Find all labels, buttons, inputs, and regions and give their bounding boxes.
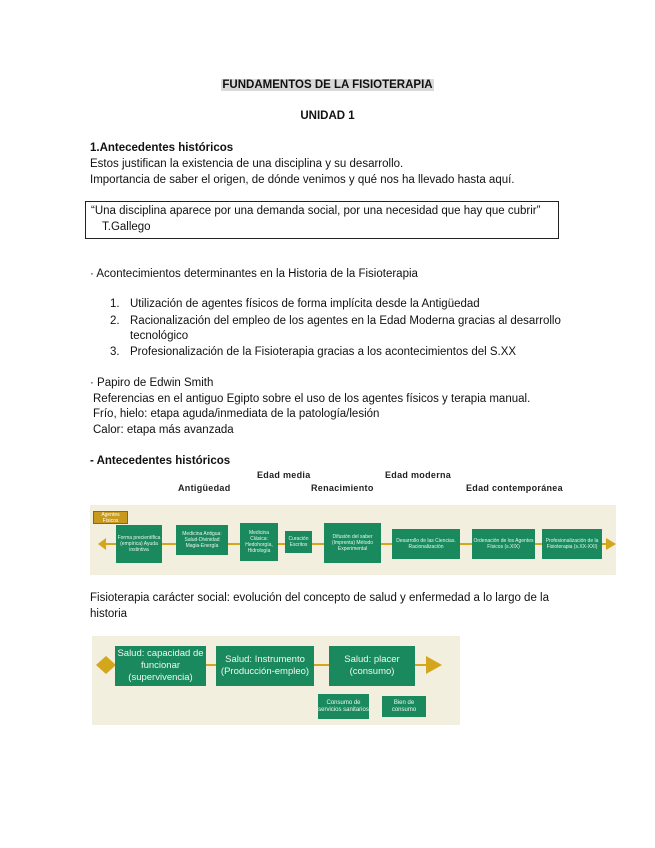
section-heading: 1.Antecedentes históricos — [90, 142, 234, 154]
unit-title: UNIDAD 1 — [300, 110, 355, 122]
era-label: Edad moderna — [385, 470, 452, 480]
list-item — [110, 313, 561, 329]
era-label: Edad contemporánea — [466, 483, 563, 493]
agentes-fisicos-tag: Agentes Físicos — [93, 511, 128, 524]
era-label: Antigüedad — [178, 483, 231, 493]
paragraph-line: Calor: etapa más avanzada — [93, 424, 234, 436]
timeline-box: Forma precientífica (empírica) Ayuda instintiva — [116, 525, 162, 563]
list-text: Utilización de agentes físicos de forma implícita desde la Antigüedad — [130, 298, 480, 310]
timeline-diagram — [90, 505, 616, 575]
list-item — [110, 344, 516, 360]
era-label: Renacimiento — [311, 483, 374, 493]
document-title: FUNDAMENTOS DE LA FISIOTERAPIA — [222, 79, 433, 91]
health-box: Salud: capacidad de funcionar (supervivencia) — [115, 646, 206, 686]
timeline-heading: - Antecedentes históricos — [90, 455, 231, 467]
list-text: Profesionalización de la Fisioterapia gracias a los acontecimientos del S.XX — [130, 346, 517, 358]
quote-author: T.Gallego — [102, 221, 151, 233]
timeline-box: Desarrollo de las Ciencias. Racionalización — [392, 529, 460, 559]
timeline-box: Ordenación de los Agentes Físicos (s.XIX) — [472, 529, 535, 559]
quote-text: “Una disciplina aparece por una demanda social, por una necesidad que hay que cubrir” — [91, 205, 541, 217]
health-concept-diagram — [92, 636, 460, 725]
health-sub-box: Bien de consumo — [382, 696, 426, 717]
quote-box — [85, 201, 559, 239]
health-box: Salud: Instrumento (Producción-empleo) — [216, 646, 314, 686]
list-item — [110, 296, 480, 312]
paragraph-line: Referencias en el antiguo Egipto sobre el uso de los agentes físicos y terapia manual. — [93, 393, 531, 405]
list-text-continued: tecnológico — [130, 330, 189, 342]
list-number: 2. — [110, 315, 120, 327]
paragraph-line: Frío, hielo: etapa aguda/inmediata de la patología/lesión — [93, 408, 380, 420]
health-sub-box: Consumo de servicios sanitarios — [318, 694, 369, 719]
list-number: 3. — [110, 346, 120, 358]
papiro-heading: · Papiro de Edwin Smith — [90, 377, 214, 389]
paragraph-line: Importancia de saber el origen, de dónde venimos y qué nos ha llevado hasta aquí. — [90, 174, 515, 186]
social-heading-continued: historia — [90, 608, 128, 620]
paragraph-line: Estos justifican la existencia de una disciplina y su desarrollo. — [90, 158, 404, 170]
health-box: Salud: placer (consumo) — [329, 646, 415, 686]
list-text: Racionalización del empleo de los agentes en la Edad Moderna gracias al desarrollo — [130, 315, 561, 327]
timeline-box: Curación Escritos — [285, 531, 312, 553]
timeline-box: Difusión del saber (Imprenta) Método Experimental — [324, 523, 381, 563]
timeline-box: Medicina Antigua: Salud-Divinidad Magia-Energía — [176, 525, 228, 555]
timeline-box: Medicina Clásica: Hedohorgía, Hidrología — [240, 523, 278, 561]
social-heading: Fisioterapia carácter social: evolución del concepto de salud y enfermedad a lo largo de la — [90, 592, 549, 604]
events-heading: · Acontecimientos determinantes en la Historia de la Fisioterapia — [90, 268, 418, 280]
list-number: 1. — [110, 298, 120, 310]
timeline-box: Profesionalización de la Fisioterapia (s.XX-XXI) — [542, 529, 602, 559]
era-label: Edad media — [257, 470, 311, 480]
